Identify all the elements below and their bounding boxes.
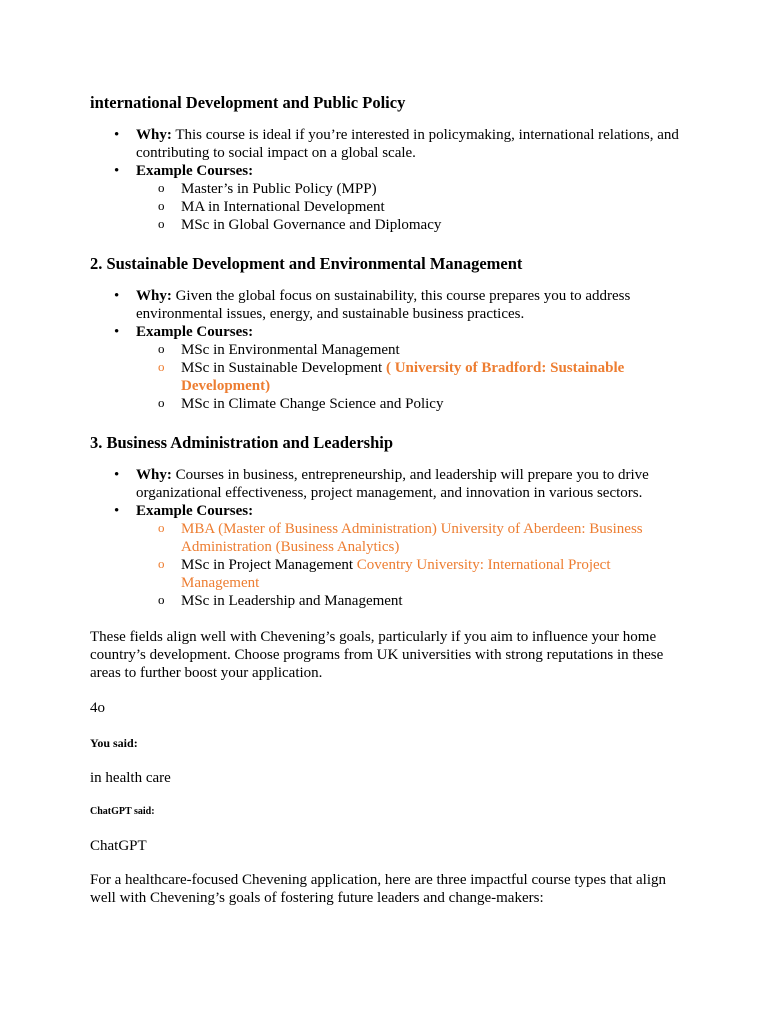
section-heading: 3. Business Administration and Leadership	[90, 433, 394, 452]
section-business-administration	[90, 432, 680, 610]
why-item	[90, 466, 680, 502]
why-text: Courses in business, entrepreneurship, and leadership will prepare you to drive organizational effectiveness, project management, and innovation in various sectors.	[136, 467, 649, 501]
university-link[interactable]: Coventry University: International Project Management	[181, 557, 611, 591]
section-sustainable-development	[90, 253, 680, 413]
response-paragraph: For a healthcare-focused Chevening application, here are three impactful course types that align well with Chevening’s goals of fostering future leaders and change-makers:	[90, 872, 667, 906]
examples-label: Example Courses:	[136, 503, 254, 519]
chatgpt-name: ChatGPT	[90, 838, 147, 854]
model-tag: 4o	[90, 700, 105, 716]
bullet-list	[90, 466, 680, 610]
course-item: o Master’s in Public Policy (MPP)	[90, 180, 680, 198]
course-text: MSc in Project Management	[181, 557, 357, 573]
why-item	[90, 287, 680, 323]
document-content	[90, 92, 680, 907]
course-item: o MA in International Development	[90, 198, 680, 216]
you-said-label: You said:	[90, 736, 138, 750]
course-item: o MSc in Climate Change Science and Policy	[90, 395, 680, 413]
course-item-with-link	[90, 359, 680, 395]
course-list	[136, 341, 680, 413]
section-heading: 2. Sustainable Development and Environmental Management	[90, 254, 523, 273]
course-list	[136, 180, 680, 234]
bullet-list	[90, 126, 680, 234]
course-link-item[interactable]: o MBA (Master of Business Administration) University of Aberdeen: Business Administration (Business Analytics)	[90, 520, 680, 556]
why-item	[90, 126, 680, 162]
why-label: Why:	[136, 467, 172, 483]
course-list	[136, 520, 680, 610]
closing-paragraph: These fields align well with Chevening’s goals, particularly if you aim to influence your home country’s development. Choose programs from UK universities with strong reputations in these areas to further boost your application.	[90, 629, 664, 681]
section-public-policy	[90, 92, 680, 234]
user-message: in health care	[90, 770, 171, 786]
why-text: Given the global focus on sustainability, this course prepares you to address environmental issues, energy, and sustainable business practices.	[136, 288, 631, 322]
course-item-with-link	[90, 556, 680, 592]
why-label: Why:	[136, 127, 172, 143]
examples-item	[90, 162, 680, 234]
bullet-list	[90, 287, 680, 413]
examples-label: Example Courses:	[136, 163, 254, 179]
examples-label: Example Courses:	[136, 324, 254, 340]
section-heading: international Development and Public Policy	[90, 93, 406, 112]
course-text: MSc in Sustainable Development	[181, 360, 386, 376]
chatgpt-said-bold: ChatGPT said:	[90, 806, 155, 817]
why-text: This course is ideal if you’re interested in policymaking, international relations, and contributing to social impact on a global scale.	[136, 127, 679, 161]
course-item: o MSc in Environmental Management	[90, 341, 680, 359]
chatgpt-said-label	[90, 803, 680, 821]
university-link[interactable]: ( University of Bradford: Sustainable Development)	[181, 360, 625, 394]
course-item: o MSc in Leadership and Management	[90, 592, 680, 610]
examples-item	[90, 323, 680, 413]
why-label: Why:	[136, 288, 172, 304]
course-item: o MSc in Global Governance and Diplomacy	[90, 216, 680, 234]
examples-item	[90, 502, 680, 610]
